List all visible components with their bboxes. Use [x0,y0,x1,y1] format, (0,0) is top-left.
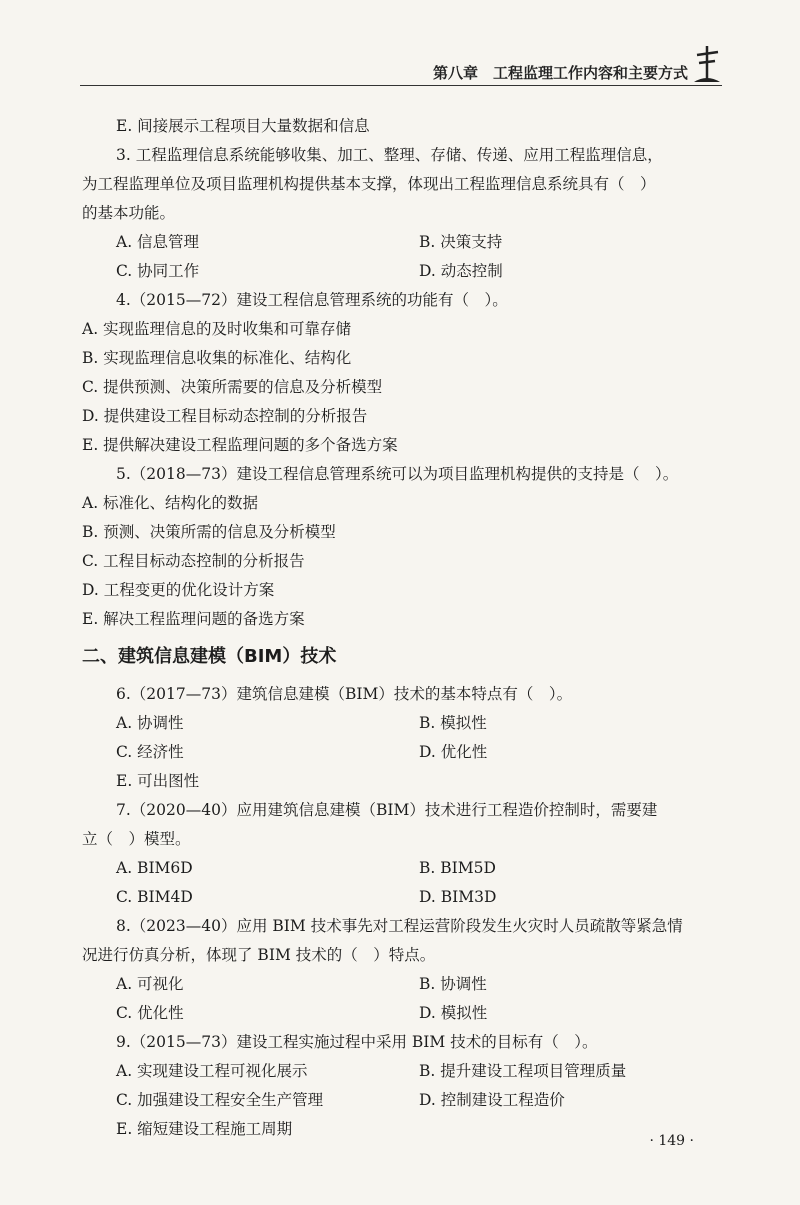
q7-stem-line-2: 立（ ）模型。 [82,830,191,848]
q7-option-c: C. BIM4D [116,888,193,906]
q8-option-b: B. 协调性 [419,975,487,993]
q9-option-a: A. 实现建设工程可视化展示 [116,1062,308,1080]
q8-option-a: A. 可视化 [116,975,184,993]
q8-stem-line-2: 况进行仿真分析，体现了 BIM 技术的（ ）特点。 [82,946,436,964]
q8-option-d: D. 模拟性 [419,1004,488,1022]
q3-option-d: D. 动态控制 [419,262,503,280]
q5-option-c: C. 工程目标动态控制的分析报告 [82,552,305,570]
q9-option-e: E. 缩短建设工程施工周期 [116,1120,293,1138]
q6-option-d: D. 优化性 [419,743,488,761]
q9-option-d: D. 控制建设工程造价 [419,1091,565,1109]
q3-stem-line-1: 3. 工程监理信息系统能够收集、加工、整理、存储、传递、应用工程监理信息， [116,146,663,164]
q2-option-e: E. 间接展示工程项目大量数据和信息 [116,117,370,135]
page-number: · 149 · [649,1133,694,1149]
q4-option-c: C. 提供预测、决策所需要的信息及分析模型 [82,378,383,396]
q5-option-a: A. 标准化、结构化的数据 [82,494,259,512]
q6-options-row [82,709,722,738]
q7-option-d: D. BIM3D [419,888,497,906]
q7-stem-line-1: 7.（2020—40）应用建筑信息建模（BIM）技术进行工程造价控制时，需要建 [116,801,658,819]
q8-options-row [82,970,722,999]
q6-options-row [82,738,722,767]
q5-option-e: E. 解决工程监理问题的备选方案 [82,610,305,628]
q8-options-row [82,999,722,1028]
q7-options-row [82,854,722,883]
q3-options-row [82,228,722,257]
chapter-title: 第八章 工程监理工作内容和主要方式 [432,64,688,82]
q9-stem: 9.（2015—73）建设工程实施过程中采用 BIM 技术的目标有（ ）。 [116,1033,598,1051]
q8-option-c: C. 优化性 [116,1004,184,1022]
page-header [80,60,722,84]
q4-option-d: D. 提供建设工程目标动态控制的分析报告 [82,407,368,425]
signpost-icon [692,44,722,84]
q7-option-a: A. BIM6D [116,859,193,877]
q6-stem: 6.（2017—73）建筑信息建模（BIM）技术的基本特点有（ ）。 [116,685,573,703]
q3-stem-line-3: 的基本功能。 [82,204,176,222]
q6-option-b: B. 模拟性 [419,714,487,732]
section-title: 二、建筑信息建模（BIM）技术 [82,646,337,667]
q5-option-b: B. 预测、决策所需的信息及分析模型 [82,523,336,541]
q6-option-c: C. 经济性 [116,743,184,761]
q4-option-e: E. 提供解决建设工程监理问题的多个备选方案 [82,436,398,454]
q9-option-b: B. 提升建设工程项目管理质量 [419,1062,627,1080]
q9-options-row [82,1057,722,1086]
q3-option-a: A. 信息管理 [116,233,200,251]
q5-option-d: D. 工程变更的优化设计方案 [82,581,275,599]
q9-options-row [82,1086,722,1115]
q3-options-row [82,257,722,286]
q3-option-c: C. 协同工作 [116,262,200,280]
page-content [82,112,722,1144]
q4-option-a: A. 实现监理信息的及时收集和可靠存储 [82,320,352,338]
q3-stem-line-2: 为工程监理单位及项目监理机构提供基本支撑，体现出工程监理信息系统具有（ ） [82,175,656,193]
q8-stem-line-1: 8.（2023—40）应用 BIM 技术事先对工程运营阶段发生火灾时人员疏散等紧急情 [116,917,683,935]
q7-option-b: B. BIM5D [419,859,496,877]
q3-option-b: B. 决策支持 [419,233,503,251]
q7-options-row [82,883,722,912]
q5-stem: 5.（2018—73）建设工程信息管理系统可以为项目监理机构提供的支持是（ ）。 [116,465,679,483]
q6-option-a: A. 协调性 [116,714,184,732]
q9-option-c: C. 加强建设工程安全生产管理 [116,1091,324,1109]
q6-option-e: E. 可出图性 [116,772,200,790]
header-rule [80,85,722,86]
q4-option-b: B. 实现监理信息收集的标准化、结构化 [82,349,352,367]
q4-stem: 4.（2015—72）建设工程信息管理系统的功能有（ ）。 [116,291,508,309]
